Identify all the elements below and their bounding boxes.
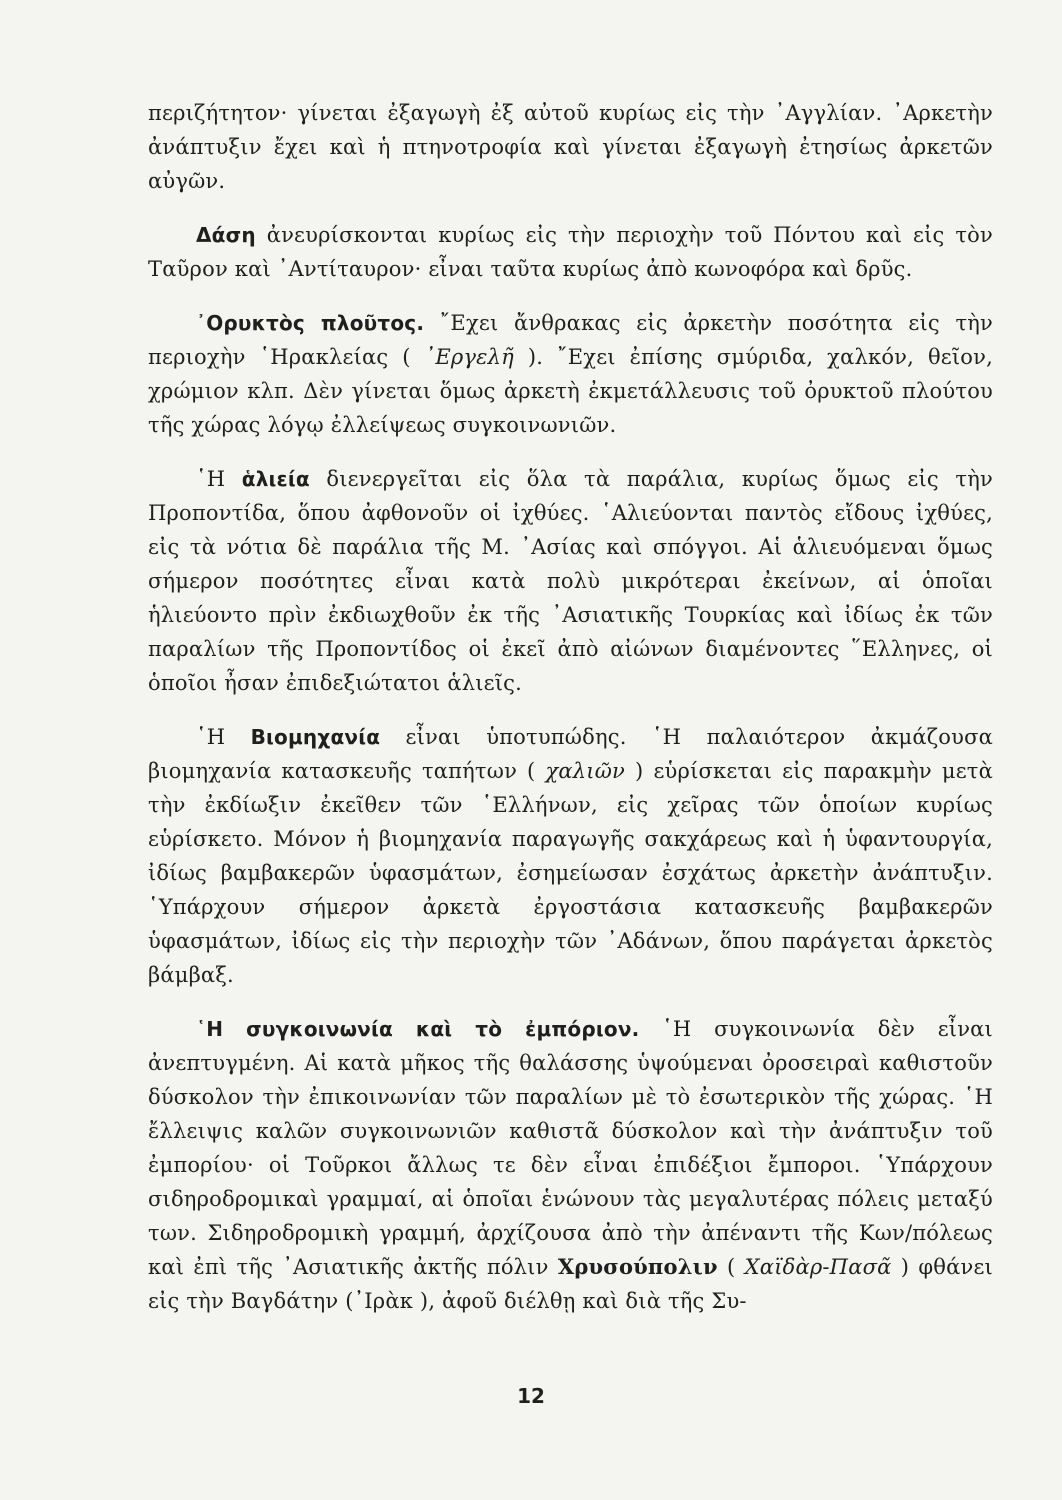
italic-place-name: ᾿Εργελῆ [424,345,514,369]
section-heading-mineral-wealth: ᾿Ορυκτὸς πλοῦτος. [196,311,425,335]
paragraph-text: εἶναι ὑποτυπώδης. ῾Η παλαιότερον ἀκμάζουσα βιομηχανία κατασκευῆς ταπήτων ( [148,725,994,783]
section-heading-forests: Δάση [196,223,256,247]
bold-place-name: Χρυσούπολιν [557,1254,718,1279]
body-text [148,96,993,1318]
paragraph-text: ἀνευρίσκονται κυρίως εἰς τὴν περιοχὴν τοῦ Πόντου καὶ εἰς τὸν Ταῦρον καὶ ᾿Αντίταυρον· εἶναι ταῦτα κυρίως ἀπὸ κωνοφόρα καὶ δρῦς. [148,223,993,281]
section-heading-fishing: ἁλιεία [241,467,310,491]
paragraph-industry [148,720,993,992]
section-heading-transport-commerce: ῾Η συγκοινωνία καὶ τὸ ἐμπόριον. [196,1017,640,1041]
paragraph-forests [148,218,993,286]
page-number: 12 [517,1384,545,1408]
paragraph-prefix: ῾Η [196,467,242,491]
paragraph-text: ῾Η συγκοινωνία δὲν εἶναι ἀνεπτυγμένη. Αἱ κατὰ μῆκος τῆς θαλάσσης ὑψούμεναι ὀροσειραὶ καθιστοῦν δύσκολον τὴν ἐπικοινωνίαν τῶν παραλίων μὲ τὸ ἐσωτερικὸν τῆς χώρας. ῾Η ἔλλειψις καλῶν συγκοινωνιῶν καθιστᾶ δύσκολον καὶ τὴν ἀνάπτυξιν τοῦ ἐμπορίου· οἱ Τοῦρκοι ἄλλως τε δὲν εἶναι ἐπιδέξιοι ἔμποροι. ῾Υπάρχουν σιδηροδρομικαὶ γραμμαί, αἱ ὁποῖαι ἑνώνουν τὰς μεγαλυτέρας πόλεις μεταξύ των. Σιδηροδρομικὴ γραμμή, ἀρχίζουσα ἀπὸ τὴν ἀπέναντι τῆς Κων/πόλεως καὶ ἐπὶ τῆς ᾿Ασιατικῆς ἀκτῆς πόλιν [148,1017,993,1279]
paragraph-text: ( [717,1255,745,1279]
paragraph-transport-commerce [148,1012,993,1318]
paragraph-fishing [148,462,993,700]
paragraph-mineral-wealth [148,306,993,442]
paragraph-text: περιζήτητον· γίνεται ἐξαγωγὴ ἐξ αὐτοῦ κυρίως εἰς τὴν ᾿Αγγλίαν. ᾿Αρκετὴν ἀνάπτυξιν ἔχει καὶ ἡ πτηνοτροφία καὶ γίνεται ἐξαγωγὴ ἐτησίως ἀρκετῶν αὐγῶν. [148,101,993,193]
paragraph-text: ) φθάνει εἰς τὴν Βαγδάτην (᾿Ιρὰκ ), ἀφοῦ διέλθῃ καὶ διὰ τῆς Συ- [148,1255,993,1313]
paragraph-text: διενεργεῖται εἰς ὅλα τὰ παράλια, κυρίως ὅμως εἰς τὴν Προποντίδα, ὅπου ἀφθονοῦν οἱ ἰχθύες. ῾Αλιεύονται παντὸς εἴδους ἰχθύες, εἰς τὰ νότια δὲ παράλια τῆς Μ. ᾿Ασίας καὶ σπόγγοι. Αἱ ἁλιευόμεναι ὅμως σήμερον ποσότητες εἶναι κατὰ πολὺ μικρότεραι ἐκείνων, αἱ ὁποῖαι ἡλιεύοντο πρὶν ἐκδιωχθοῦν ἐκ τῆς ᾿Ασιατικῆς Τουρκίας καὶ ἰδίως ἐκ τῶν παραλίων τῆς Προποντίδος οἱ ἐκεῖ ἀπὸ αἰώνων διαμένοντες ῞Ελληνες, οἱ ὁποῖοι ἦσαν ἐπιδεξιώτατοι ἁλιεῖς. [148,467,994,695]
paragraph-text: ) εὑρίσκεται εἰς παρακμὴν μετὰ τὴν ἐκδίωξιν ἐκεῖθεν τῶν ῾Ελλήνων, εἰς χεῖρας τῶν ὁποίων κυρίως εὑρίσκετο. Μόνον ἡ βιομηχανία παραγωγῆς σακχάρεως καὶ ἡ ὑφαντουργία, ἰδίως βαμβακερῶν ὑφασμάτων, ἐσημείωσαν ἐσχάτως ἀρκετὴν ἀνάπτυξιν. ῾Υπάρχουν σήμερον ἀρκετὰ ἐργοστάσια κατασκευῆς βαμβακερῶν ὑφασμάτων, ἰδίως εἰς τὴν περιοχὴν τῶν ᾿Αδάνων, ὅπου παράγεται ἀρκετὸς βάμβαξ. [148,759,993,987]
paragraph-text: ). ῎Εχει ἐπίσης σμύριδα, χαλκόν, θεῖον, χρώμιον κλπ. Δὲν γίνεται ὅμως ἀρκετὴ ἐκμετάλλευσις τοῦ ὀρυκτοῦ πλούτου τῆς χώρας λόγῳ ἐλλείψεως συγκοινωνιῶν. [148,345,993,437]
paragraph-prefix: ῾Η [196,725,251,749]
section-heading-industry: Βιομηχανία [250,725,381,749]
paragraph-text: ῎Εχει ἄνθρακας εἰς ἀρκετὴν ποσότητα εἰς τὴν περιοχὴν ῾Ηρακλείας ( [148,311,994,369]
paragraph-livestock [148,96,993,198]
italic-place-name: Χαϊδὰρ-Πασᾶ [744,1255,892,1279]
italic-term: χαλιῶν [545,759,626,783]
